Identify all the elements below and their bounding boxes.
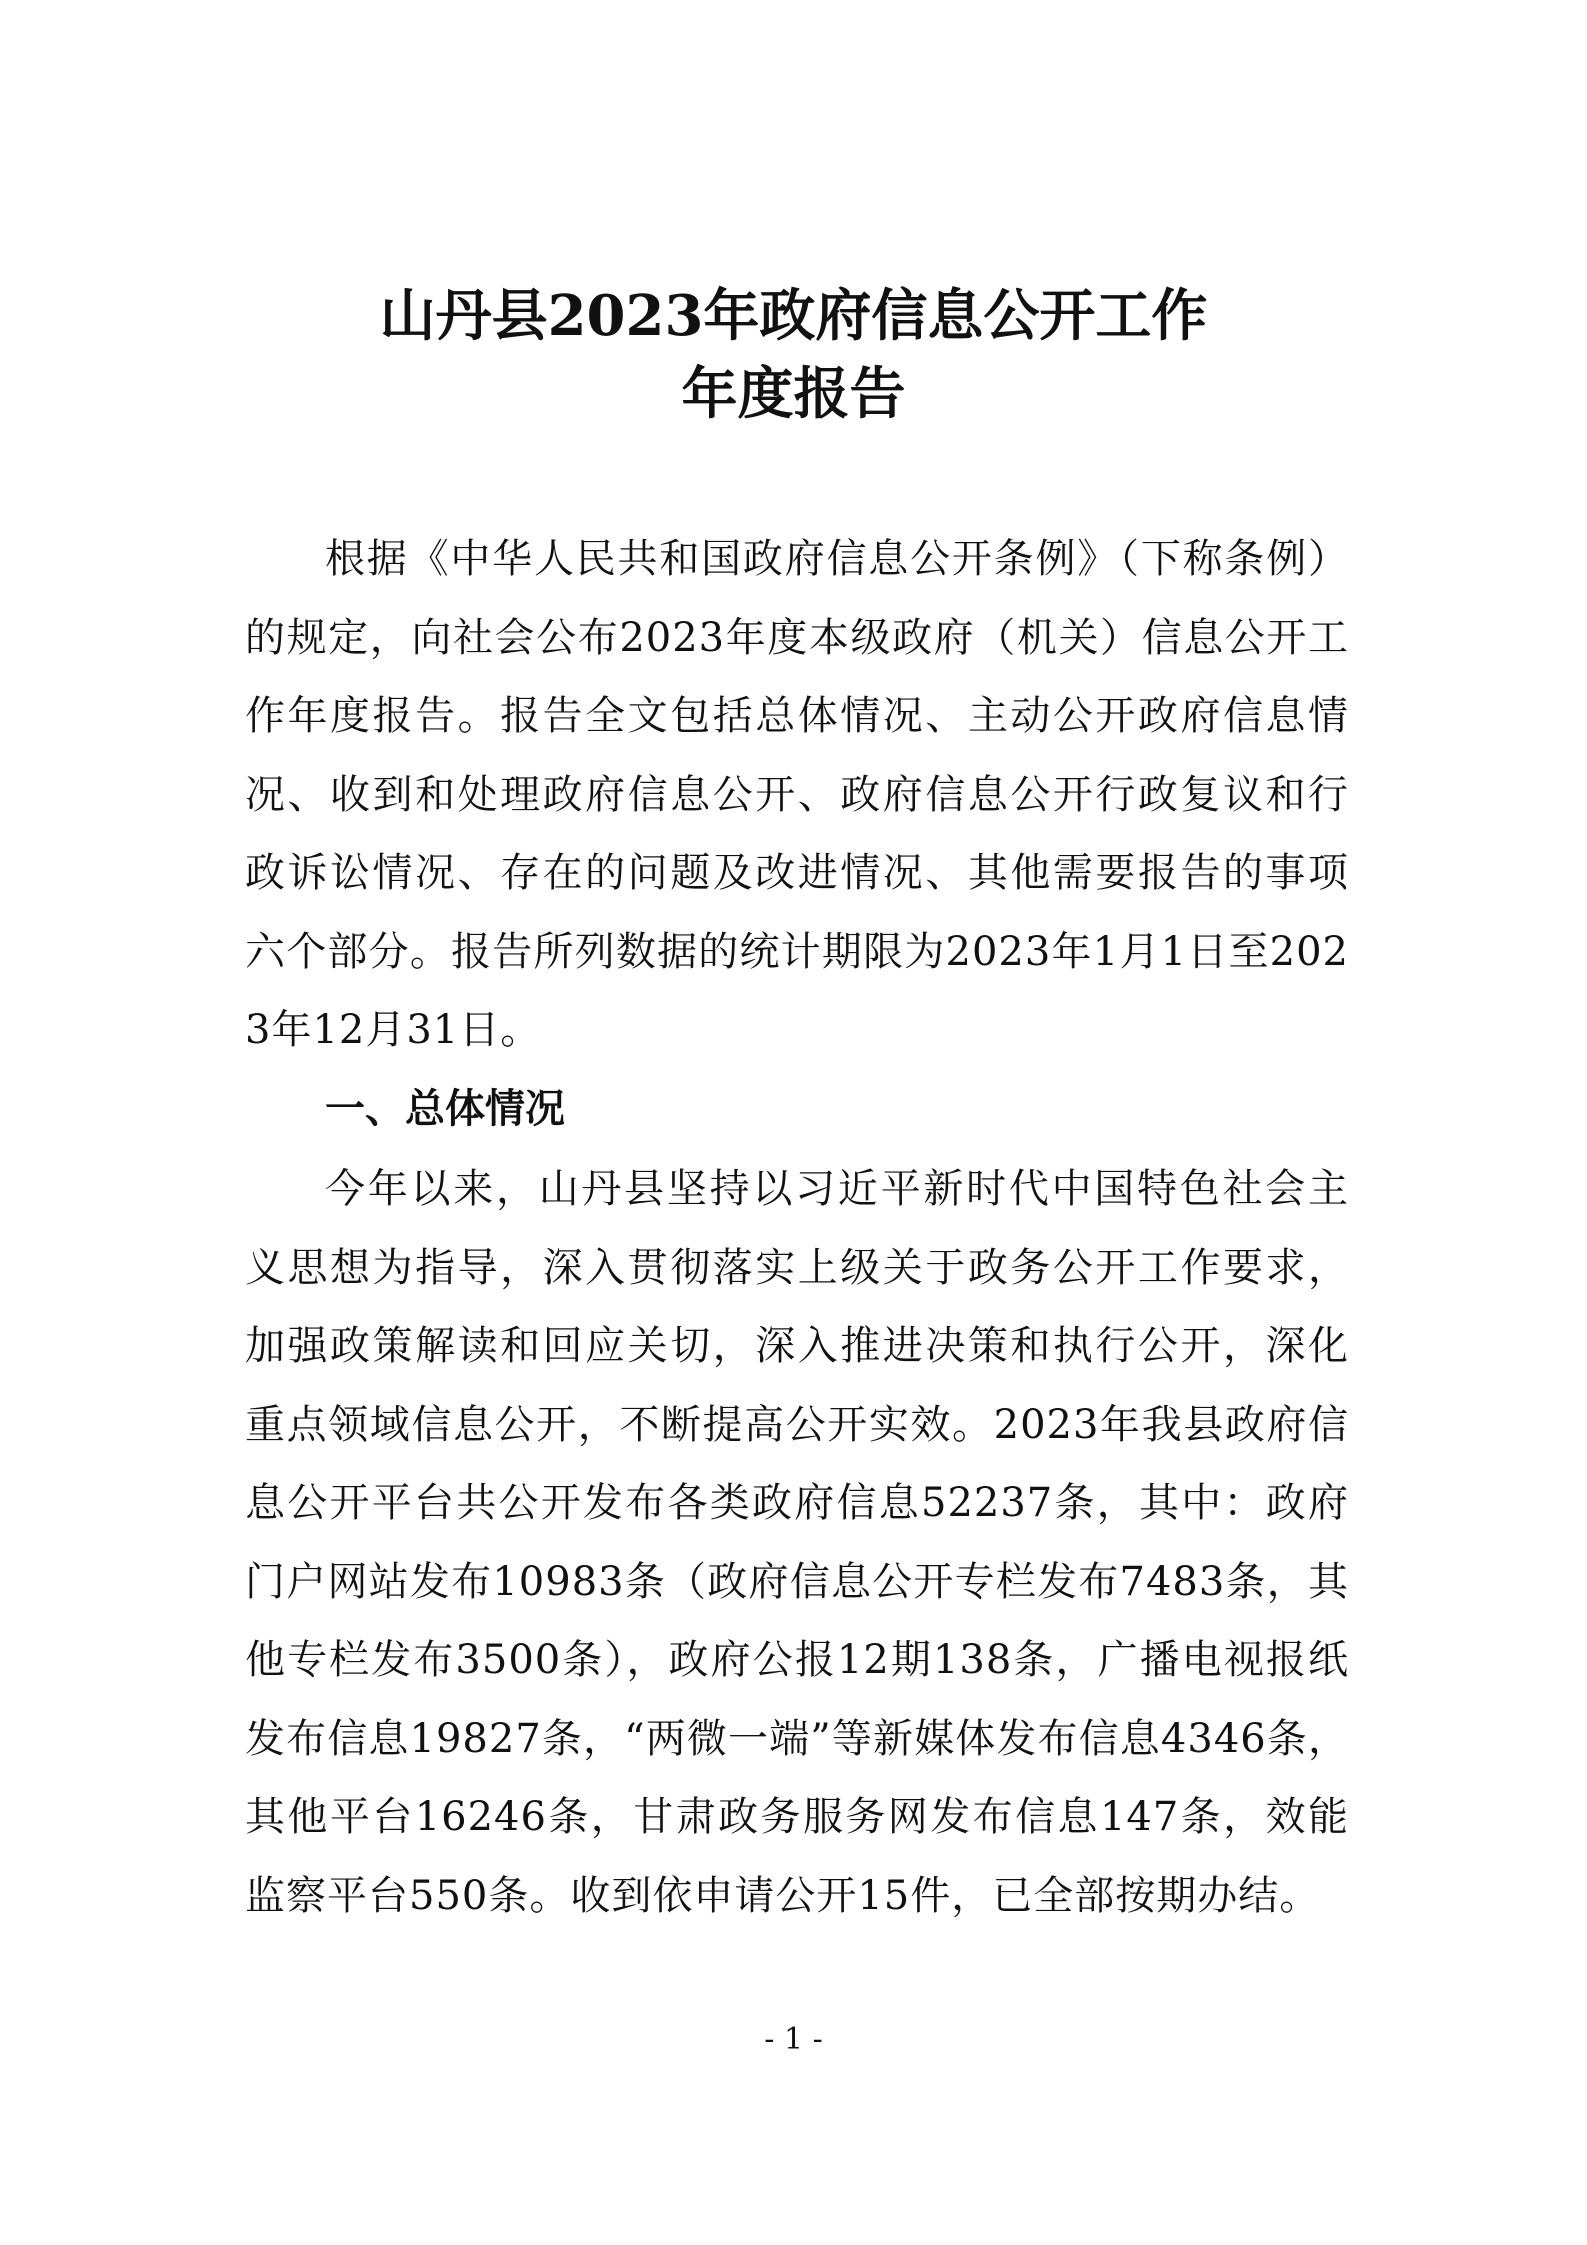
- page-number: - 1 -: [764, 2022, 823, 2057]
- section-heading-overview: 一、总体情况: [325, 1086, 565, 1132]
- intro-paragraph: 根据《中华人民共和国政府信息公开条例》（下称条例）的规定，向社会公布2023年度本级政府（机关）信息公开工作年度报告。报告全文包括总体情况、主动公开政府信息情况、收到和处理政府信息公开、政府信息公开行政复议和行政诉讼情况、存在的问题及改进情况、其他需要报告的事项六个部分。报告所列数据的统计期限为2023年1月1日至2023年12月31日。: [245, 536, 1349, 1053]
- document-title-line-2: 年度报告: [681, 361, 906, 427]
- overview-paragraph: 今年以来，山丹县坚持以习近平新时代中国特色社会主义思想为指导，深入贯彻落实上级关于政务公开工作要求，加强政策解读和回应关切，深入推进决策和执行公开，深化重点领域信息公开，不断提高公开实效。2023年我县政府信息公开平台共公开发布各类政府信息52237条，其中：政府门户网站发布10983条（政府信息公开专栏发布7483条，其他专栏发布3500条），政府公报12期138条，广播电视报纸发布信息19827条，“两微一端”等新媒体发布信息4346条，其他平台16246条，甘肃政务服务网发布信息147条，效能监察平台550条。收到依申请公开15件，已全部按期办结。: [245, 1166, 1349, 1919]
- document-title-line-1: 山丹县2023年政府信息公开工作: [379, 283, 1208, 349]
